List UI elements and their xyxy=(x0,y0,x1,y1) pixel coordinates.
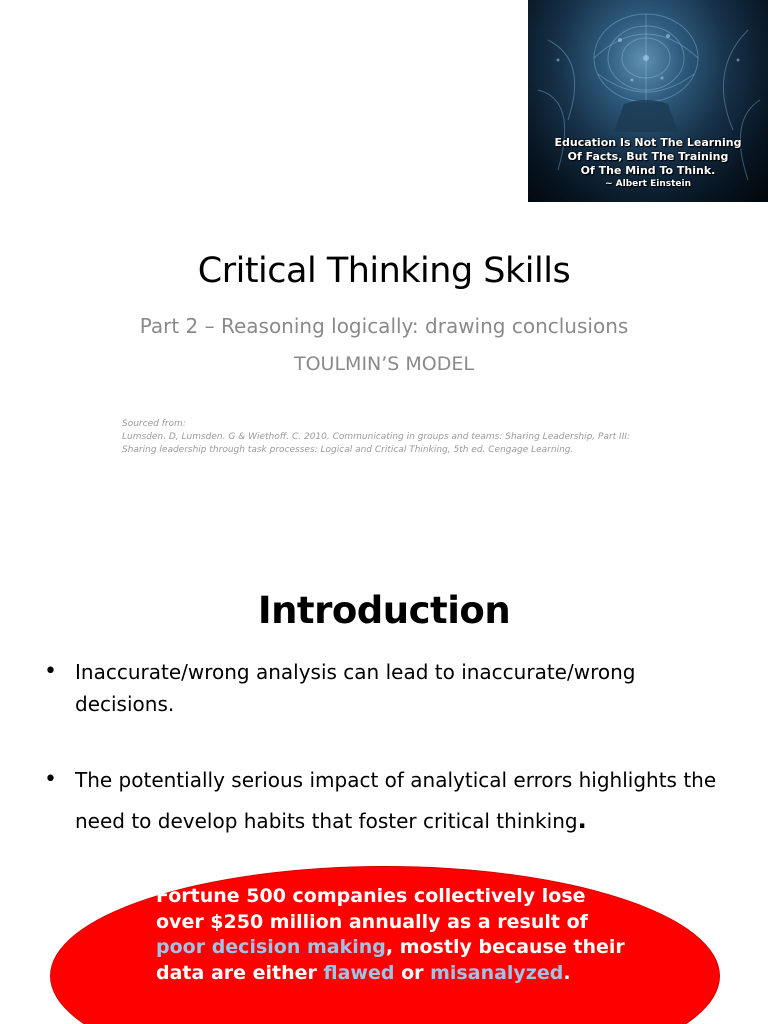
bullet-marker: • xyxy=(44,659,57,684)
bullet-text: Inaccurate/wrong analysis can lead to inaccurate/wrong decisions. xyxy=(75,660,636,716)
source-line: Lumsden. D, Lumsden. G & Wiethoff. C. 2010. Communicating in groups and teams: Sharing Leadership, Part III: xyxy=(122,432,631,442)
callout-part: Fortune 500 companies collectively lose over $250 million annually as a result of xyxy=(156,885,588,933)
source-line: Sharing leadership through task processes: Logical and Critical Thinking, 5th ed. Cengage Learning. xyxy=(122,445,574,455)
bullet-text-wrap xyxy=(75,760,725,841)
quote-text xyxy=(528,136,768,190)
callout-highlight: poor decision making xyxy=(156,936,386,958)
callout-highlight: misanalyzed xyxy=(430,961,564,984)
callout-highlight: flawed xyxy=(323,961,395,984)
callout-part: . xyxy=(563,961,571,984)
source-line: Sourced from: xyxy=(122,419,186,429)
quote-line: Of The Mind To Think. xyxy=(580,164,716,177)
slide-title: Introduction xyxy=(257,589,511,632)
slide-title: Critical Thinking Skills xyxy=(197,251,571,291)
source-citation xyxy=(122,418,662,457)
quote-author: ~ Albert Einstein xyxy=(604,179,692,189)
callout-text xyxy=(156,884,626,986)
callout-part: , mostly because their data are either xyxy=(156,936,625,984)
bullet-marker: • xyxy=(44,767,57,792)
slide-subtitle-model: TOULMIN’S MODEL xyxy=(294,353,474,375)
quote-line: Of Facts, But The Training xyxy=(567,150,729,163)
callout-part: or xyxy=(394,961,431,984)
bullet-text: The potentially serious impact of analytical errors highlights the need to develop habits that foster critical thinking xyxy=(75,768,717,833)
quote-image xyxy=(528,0,768,202)
bullet-end-mark: . xyxy=(577,806,587,834)
introduction-slide xyxy=(0,546,768,1024)
quote-line: Education Is Not The Learning xyxy=(554,136,742,149)
slide-subtitle: Part 2 – Reasoning logically: drawing conclusions xyxy=(139,314,629,338)
